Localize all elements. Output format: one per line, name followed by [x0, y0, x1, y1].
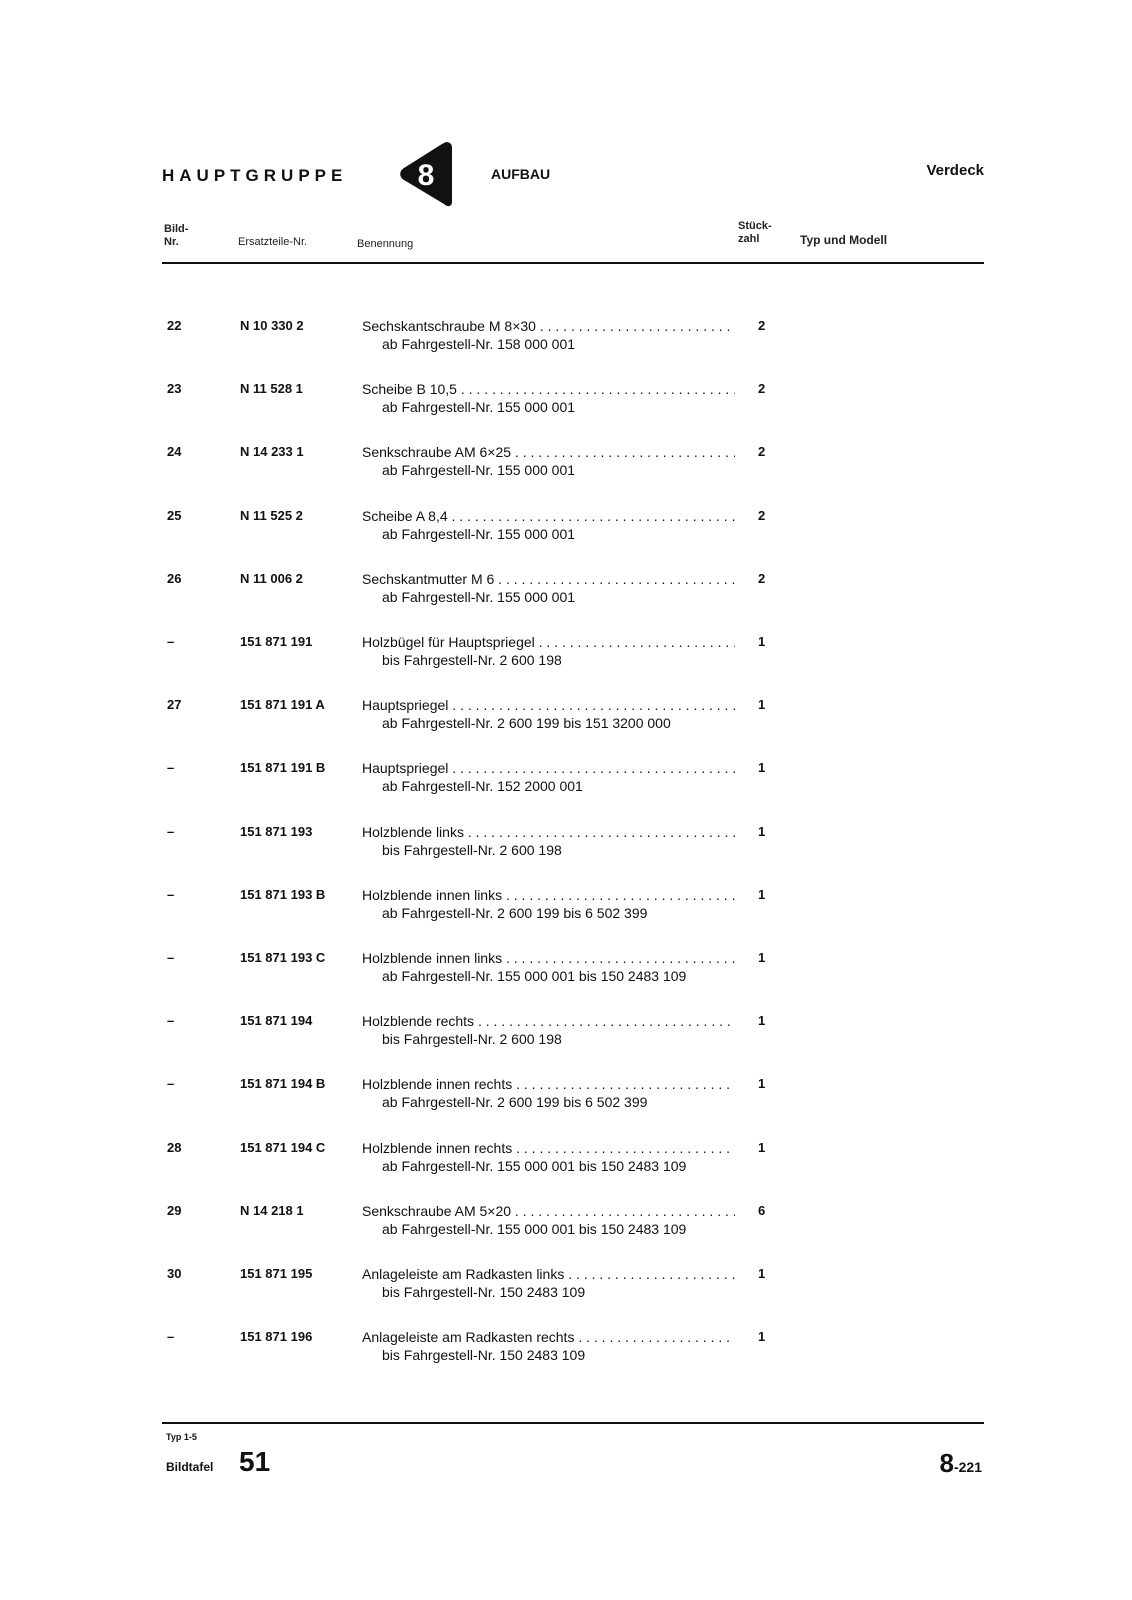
row-name: Holzblende innen links . . .: [362, 887, 735, 903]
row-name: Anlageleiste am Radkasten rechts . . .: [362, 1329, 735, 1345]
row-name: Senkschraube AM 6×25 . . .: [362, 444, 735, 460]
row-name: Holzblende innen rechts . . .: [362, 1076, 735, 1092]
row-name: Hauptspriegel . . .: [362, 697, 735, 713]
row-name: Anlageleiste am Radkasten links . . .: [362, 1266, 735, 1282]
row-bild-nr: –: [167, 634, 175, 649]
row-bild-nr: 28: [167, 1140, 182, 1155]
row-part-nr: N 14 233 1: [240, 444, 304, 459]
row-chassis-range: bis Fahrgestell-Nr. 2 600 198: [382, 652, 562, 668]
row-part-nr: 151 871 191 B: [240, 760, 326, 775]
row-quantity: 1: [758, 760, 766, 775]
row-name: Hauptspriegel . . .: [362, 760, 735, 776]
row-name: Holzblende links . . .: [362, 824, 735, 840]
row-quantity: 2: [758, 571, 766, 586]
section-title: AUFBAU: [491, 166, 551, 182]
row-chassis-range: ab Fahrgestell-Nr. 2 600 199 bis 6 502 399: [382, 1094, 648, 1110]
row-bild-nr: 25: [167, 508, 182, 523]
col-part-nr: Ersatzteile-Nr.: [238, 236, 308, 248]
row-name: Sechskantschraube M 8×30 . . .: [362, 318, 735, 334]
row-chassis-range: ab Fahrgestell-Nr. 155 000 001 bis 150 2483 109: [382, 968, 687, 984]
footer-bildtafel-label: Bildtafel: [166, 1460, 214, 1474]
row-part-nr: N 14 218 1: [240, 1203, 304, 1218]
col-name: Benennung: [357, 238, 414, 250]
row-bild-nr: –: [167, 760, 175, 775]
row-quantity: 1: [758, 1140, 766, 1155]
row-bild-nr: –: [167, 887, 175, 902]
row-chassis-range: ab Fahrgestell-Nr. 158 000 001: [382, 336, 576, 352]
row-part-nr: N 11 525 2: [240, 508, 303, 523]
row-part-nr: 151 871 193 B: [240, 887, 326, 902]
table-row: [0, 760, 1132, 810]
row-part-nr: 151 871 195: [240, 1266, 313, 1281]
group-number-badge: [398, 140, 454, 208]
page-number: [940, 1448, 983, 1479]
col-qty: [738, 220, 772, 246]
row-part-nr: N 11 528 1: [240, 381, 303, 396]
row-part-nr: 151 871 191 A: [240, 697, 325, 712]
row-quantity: 1: [758, 697, 766, 712]
row-quantity: 1: [758, 1329, 766, 1344]
row-bild-nr: –: [167, 1076, 175, 1091]
row-bild-nr: –: [167, 1329, 175, 1344]
page-number-minor: -221: [953, 1459, 982, 1475]
row-name: Scheibe B 10,5 . . .: [362, 381, 735, 397]
row-bild-nr: 23: [167, 381, 182, 396]
table-row: [0, 444, 1132, 494]
row-chassis-range: ab Fahrgestell-Nr. 155 000 001: [382, 462, 576, 478]
row-bild-nr: 24: [167, 444, 182, 459]
row-chassis-range: bis Fahrgestell-Nr. 150 2483 109: [382, 1347, 586, 1363]
header-divider: [162, 262, 984, 264]
row-bild-nr: 29: [167, 1203, 182, 1218]
table-row: [0, 1140, 1132, 1190]
row-quantity: 1: [758, 887, 766, 902]
table-row: [0, 950, 1132, 1000]
row-chassis-range: ab Fahrgestell-Nr. 155 000 001: [382, 526, 576, 542]
table-row: [0, 381, 1132, 431]
row-chassis-range: ab Fahrgestell-Nr. 2 600 199 bis 6 502 399: [382, 905, 648, 921]
row-part-nr: N 11 006 2: [240, 571, 303, 586]
table-row: [0, 1329, 1132, 1379]
table-row: [0, 634, 1132, 684]
row-quantity: 1: [758, 634, 766, 649]
badge-number: 8: [417, 159, 435, 192]
row-bild-nr: –: [167, 950, 175, 965]
col-qty-line1: Stück-: [738, 220, 772, 232]
footer-type: Typ 1-5: [166, 1432, 197, 1442]
row-chassis-range: ab Fahrgestell-Nr. 155 000 001 bis 150 2483 109: [382, 1158, 687, 1174]
row-chassis-range: ab Fahrgestell-Nr. 155 000 001: [382, 399, 576, 415]
row-chassis-range: bis Fahrgestell-Nr. 2 600 198: [382, 1031, 562, 1047]
row-chassis-range: bis Fahrgestell-Nr. 2 600 198: [382, 842, 562, 858]
row-part-nr: 151 871 194 B: [240, 1076, 326, 1091]
row-part-nr: 151 871 193 C: [240, 950, 326, 965]
row-part-nr: 151 871 194 C: [240, 1140, 326, 1155]
table-row: [0, 571, 1132, 621]
col-type-model: Typ und Modell: [800, 233, 888, 247]
row-name: Holzblende rechts . . .: [362, 1013, 735, 1029]
row-quantity: 1: [758, 824, 766, 839]
row-part-nr: 151 871 193: [240, 824, 313, 839]
row-name: Holzblende innen links . . .: [362, 950, 735, 966]
row-chassis-range: ab Fahrgestell-Nr. 2 600 199 bis 151 3200 000: [382, 715, 671, 731]
subsection-title: Verdeck: [926, 162, 984, 179]
table-row: [0, 1013, 1132, 1063]
row-quantity: 2: [758, 444, 766, 459]
col-bild-nr-line1: Bild-: [164, 223, 189, 235]
row-quantity: 1: [758, 950, 766, 965]
row-bild-nr: 30: [167, 1266, 182, 1281]
col-qty-line2: zahl: [738, 233, 760, 245]
row-quantity: 1: [758, 1266, 766, 1281]
row-part-nr: 151 871 191: [240, 634, 313, 649]
row-name: Holzblende innen rechts . . .: [362, 1140, 735, 1156]
page-number-major: 8: [939, 1448, 954, 1478]
col-bild-nr-line2: Nr.: [164, 236, 179, 248]
row-name: Senkschraube AM 5×20 . . .: [362, 1203, 735, 1219]
footer-bildtafel-number: 51: [239, 1446, 271, 1477]
row-quantity: 1: [758, 1076, 766, 1091]
row-quantity: 6: [758, 1203, 766, 1218]
row-chassis-range: ab Fahrgestell-Nr. 155 000 001 bis 150 2483 109: [382, 1221, 687, 1237]
row-bild-nr: 26: [167, 571, 182, 586]
row-bild-nr: 22: [167, 318, 182, 333]
footer-divider: [162, 1422, 984, 1424]
row-name: Holzbügel für Hauptspriegel . . .: [362, 634, 735, 650]
table-row: [0, 508, 1132, 558]
row-part-nr: N 10 330 2: [240, 318, 304, 333]
main-group-title: HAUPTGRUPPE: [162, 166, 348, 185]
row-chassis-range: bis Fahrgestell-Nr. 150 2483 109: [382, 1284, 586, 1300]
row-quantity: 1: [758, 1013, 766, 1028]
row-bild-nr: –: [167, 1013, 175, 1028]
table-row: [0, 318, 1132, 368]
row-bild-nr: –: [167, 824, 175, 839]
row-quantity: 2: [758, 318, 766, 333]
table-row: [0, 1076, 1132, 1126]
row-name: Sechskantmutter M 6 . . .: [362, 571, 735, 587]
row-bild-nr: 27: [167, 697, 182, 712]
row-part-nr: 151 871 196: [240, 1329, 313, 1344]
row-quantity: 2: [758, 381, 766, 396]
table-row: [0, 1203, 1132, 1253]
row-chassis-range: ab Fahrgestell-Nr. 155 000 001: [382, 589, 576, 605]
row-part-nr: 151 871 194: [240, 1013, 313, 1028]
row-chassis-range: ab Fahrgestell-Nr. 152 2000 001: [382, 778, 583, 794]
col-bild-nr: [164, 223, 188, 249]
table-row: [0, 887, 1132, 937]
table-row: [0, 1266, 1132, 1316]
table-row: [0, 824, 1132, 874]
row-quantity: 2: [758, 508, 766, 523]
row-name: Scheibe A 8,4 . . .: [362, 508, 735, 524]
table-row: [0, 697, 1132, 747]
